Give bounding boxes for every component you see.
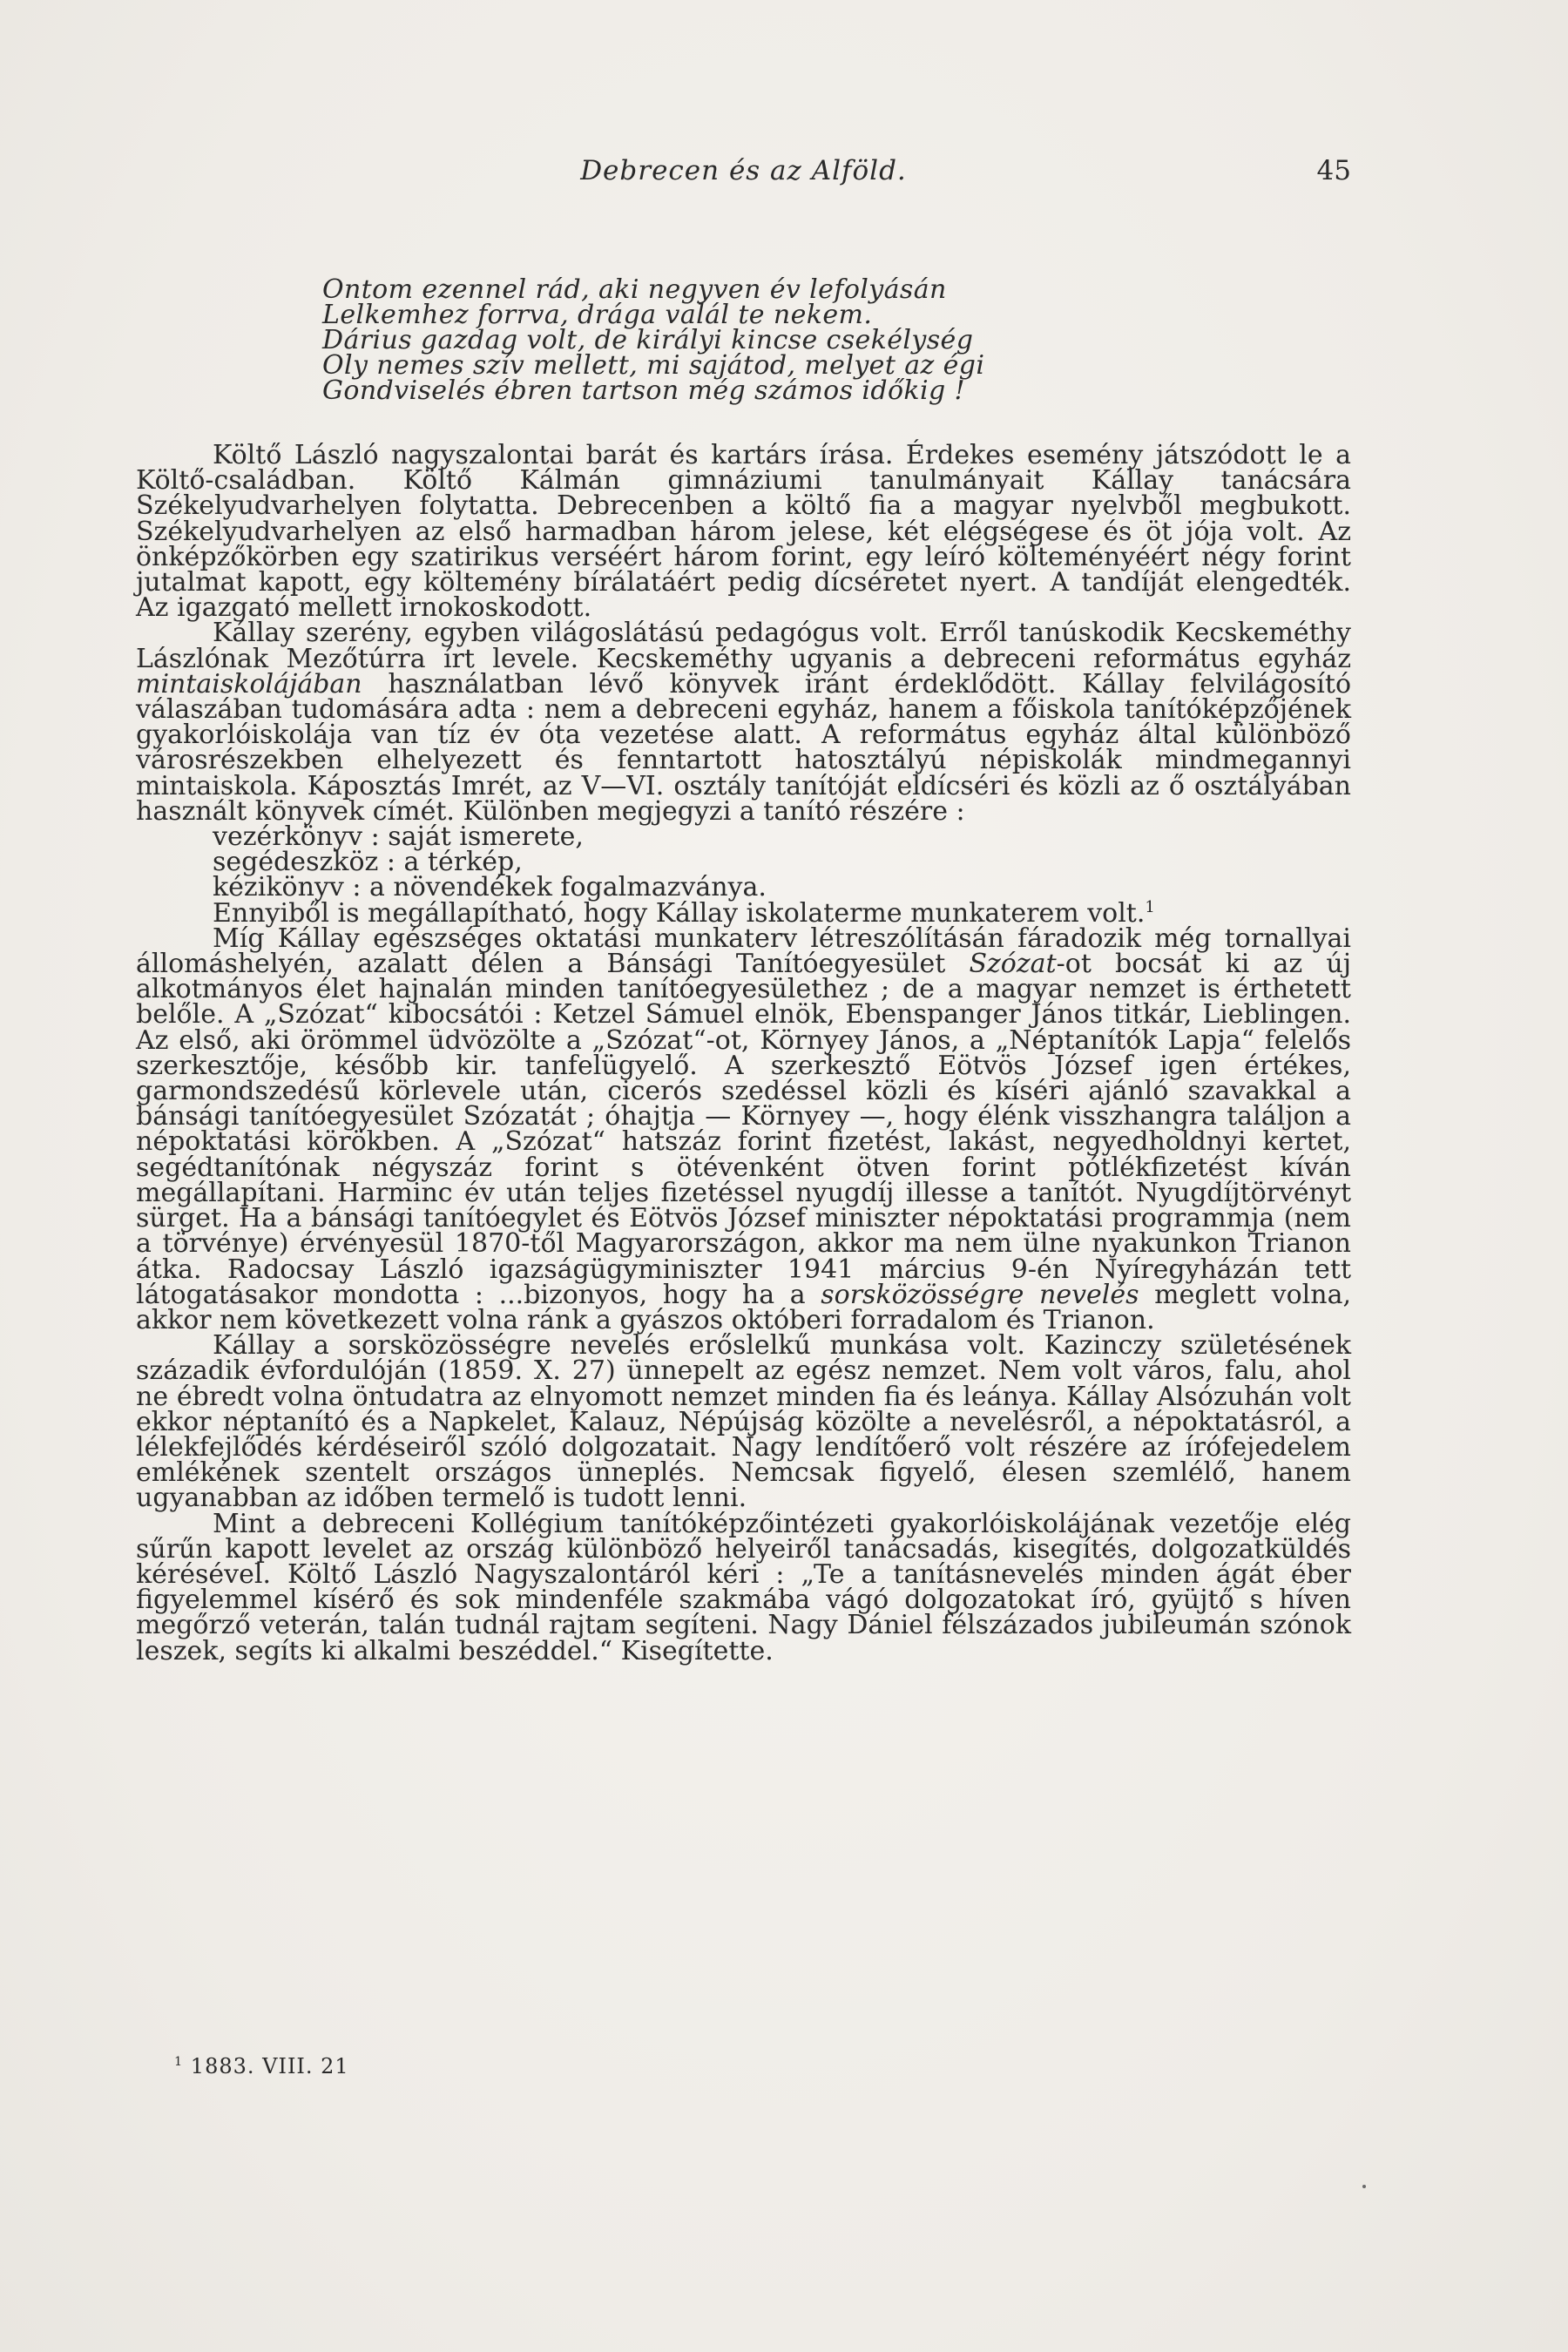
list-item: segédeszköz : a térkép, <box>213 847 523 878</box>
paragraph: Míg Kállay egészséges oktatási munkaterv létreszólításán fáradozik még tornallyai állomáshelyén, azalatt délen a Bánsági Tanítóegyesület Szózat-ot bocsát ki az új alkotmányos élet hajnalán minden tanítóegyesülethez ; de a magyar nemzet is érthetett belőle. A „Szózat“ kibocsátói : Ketzel Sámuel elnök, Ebenspanger János titkár, Lieblingen. Az első, aki örömmel üdvözölte a „Szózat“-ot, Környey János, a „Néptanítók Lapja“ felelős szerkesztője, később kir. tanfelügyelő. A szerkesztő Eötvös József igen értékes, garmondszedésű körlevele után, cicerós szedéssel közli és kíséri ajánló szavakkal a bánsági tanítóegyesület Szózatát ; óhajtja — Környey —, hogy élénk visszhangra találjon a népoktatási körökben. A „Szózat“ hatszáz forint fizetést, lakást, negyedholdnyi kertet, segédtanítónak négyszáz forint s ötévenként ötven forint pótlékfizetést kíván megállapítani. Harminc év után teljes fizetéssel nyugdíj illesse a tanítót. Nyugdíjtörvényt sürget. Ha a bánsági tanítóegylet és Eötvös József miniszter népoktatási programmja (nem a törvénye) érvényesül 1870-től Magyarországon, akkor ma nem ülne nyakunkon Trianon átka. Radocsay László igazságügyminiszter 1941 március 9-én Nyíregyházán tett látogatásakor mondotta : ...bizonyos, hogy ha a sorsközösségre nevelés meglett volna, akkor nem következett volna ránk a gyászos októberi forradalom és Trianon. <box>136 923 1352 1335</box>
footnote <box>174 2054 349 2078</box>
verse-line: Dárius gazdag volt, de királyi kincse csekélység <box>322 325 974 355</box>
paragraph: Kállay a sorsközösségre nevelés erőslelkű munkása volt. Kazinczy születésének századik évfordulóján (1859. X. 27) ünnepelt az egész nemzet. Nem volt város, falu, ahol ne ébredt volna öntudatra az elnyomott nemzet minden fia és leánya. Kállay Alsózuhán volt ekkor néptanító és a Napkelet, Kalauz, Népújság közölte a nevelésről, a népoktatásról, a lélekfejlődés kérdéseiről szóló dolgozatait. Nagy lendítőerő volt részére az írófejedelem emlékének szentelt országos ünneplés. Nemcsak figyelő, élesen szemlélő, hanem ugyanabban az időben termelő is tudott lenni. <box>136 1330 1351 1514</box>
verse-quote <box>322 274 1281 406</box>
page-number: 45 <box>1316 155 1351 186</box>
running-head <box>136 155 1351 199</box>
italic-term: sorsközösségre nevelés <box>821 1279 1139 1310</box>
verse-line: Lelkemhez forrva, drága valál te nekem. <box>322 300 873 330</box>
footnote-mark: 1 <box>1145 897 1155 916</box>
list-item: vezérkönyv : saját ismerete, <box>213 821 584 853</box>
running-title: Debrecen és az Alföld. <box>580 155 907 186</box>
footnote-text: 1883. VIII. 21 <box>190 2054 349 2078</box>
verse-line: Gondviselés ébren tartson még számos időkig ! <box>322 375 965 406</box>
paragraph: Ennyiből is megállapítható, hogy Kállay iskolaterme munkaterem volt.$^1$ <box>213 897 1155 929</box>
paragraph: Mint a debreceni Kollégium tanítóképzőintézeti gyakorlóiskolájának vezetője elég sűrűn kapott levelet az ország különböző helyeiről tanácsadás, kisegítés, dolgozatküldés kérésével. Költő László Nagyszalontáról kéri : „Te a tanításnevelés minden ágát éber figyelemmel kísérő és sok mindenféle szakmába vágó dolgozatokat író, gyüjtő s híven megőrző veterán, talán tudnál rajtam segíteni. Nagy Dániel félszázados jubileumán szónok leszek, segíts ki alkalmi beszéddel.“ Kisegítette. <box>136 1508 1351 1666</box>
list-item: kézikönyv : a növendékek fogalmazványa. <box>213 872 767 903</box>
verse-line: Oly nemes szív mellett, mi sajátod, melyet az égi <box>322 350 985 381</box>
italic-term: Szózat <box>969 949 1057 980</box>
page-speck <box>1362 2185 1366 2188</box>
italic-term: mintaiskolájában <box>136 668 362 700</box>
verse-line: Ontom ezennel rád, aki negyven év lefolyásán <box>322 274 947 305</box>
body-text <box>136 440 1352 1666</box>
paragraph: Költő László nagyszalontai barát és kartárs írása. Érdekes esemény játszódott le a Költő-családban. Költő Kálmán gimnáziumi tanulmányait Kállay tanácsára Székelyudvarhelyen folytatta. Debrecenben a költő fia a magyar nyelvből megbukott. Székelyudvarhelyen az első harmadban három jelese, két elégségese és öt jója volt. Az önképzőkörben egy szatirikus verséért három forint, egy leíró költeményéért négy forint jutalmat kapott, egy költemény bírálatáért pedig dícséretet nyert. A tandíját elengedték. Az igazgató mellett irnokoskodott. <box>136 440 1351 624</box>
footnote-number: 1 <box>174 2055 184 2069</box>
paragraph: Kállay szerény, egyben világoslátású pedagógus volt. Erről tanúskodik Kecskeméthy Lászlónak Mezőtúrra írt levele. Kecskeméthy ugyanis a debreceni református egyház mintaiskolájában használatban lévő könyvek iránt érdeklődött. Kállay felvilágosító válaszában tudomására adta : nem a debreceni egyház, hanem a főiskola tanítóképzőjének gyakorlóiskolája van tíz év óta vezetése alatt. A református egyház által különböző városrészekben elhelyezett és fenntartott hatosztályú népiskolák mindmegannyi mintaiskola. Káposztás Imrét, az V—VI. osztály tanítóját eldícséri és közli az ő osztályában használt könyvek címét. Különben megjegyzi a tanító részére : <box>136 618 1351 827</box>
